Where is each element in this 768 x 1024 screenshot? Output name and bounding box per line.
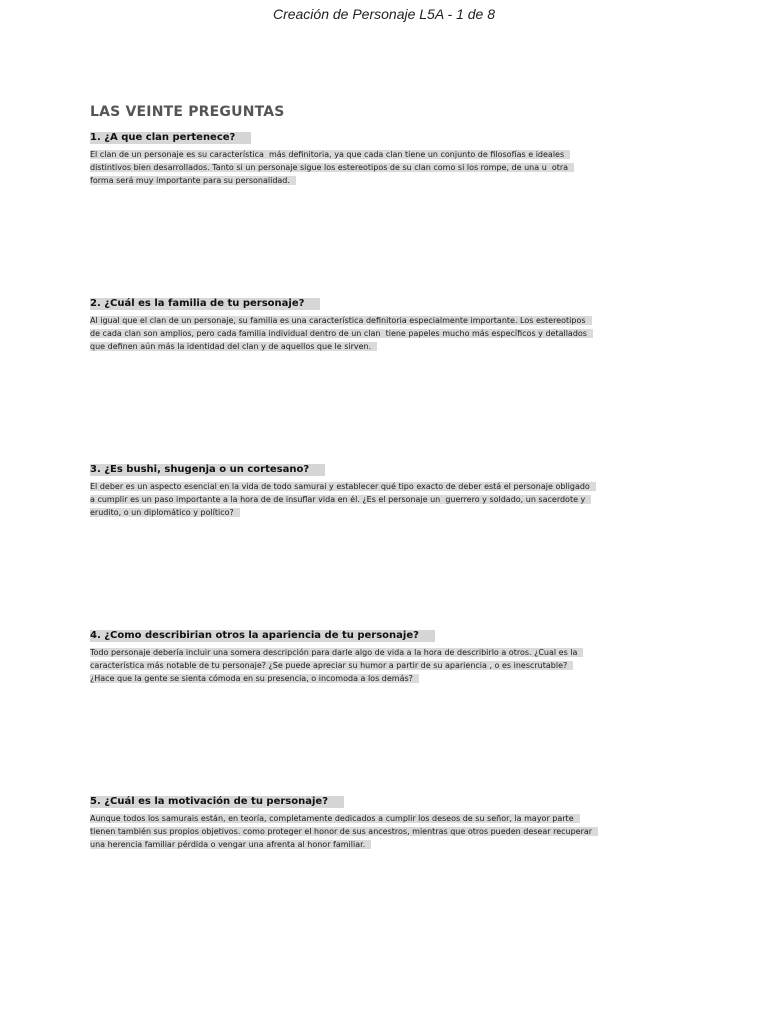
question-title: 4. ¿Como describirian otros la apariencia de tu personaje? [90, 630, 435, 642]
question-text-line: ¿Hace que la gente se sienta cómoda en su presencia, o incomoda a los demás? [90, 674, 419, 683]
question-text-line: forma será muy importante para su personalidad. [90, 176, 296, 185]
question-text-line: distintivos bien desarrollados. Tanto si un personaje sigue los estereotipos de su clan como si los rompe, de una u otra [90, 163, 574, 172]
question-body [90, 311, 593, 350]
question-title: 5. ¿Cuál es la motivación de tu personaje? [90, 796, 344, 808]
question-body [90, 477, 596, 516]
question-text-line: una herencia familiar pérdida o vengar una afrenta al honor familiar. [90, 840, 371, 849]
question-title: 2. ¿Cuál es la familia de tu personaje? [90, 298, 320, 310]
document-title: LAS VEINTE PREGUNTAS [90, 104, 285, 120]
question-text-line: Al igual que el clan de un personaje, su familia es una característica definitoria especialmente importante. Los estereotipos [90, 316, 592, 325]
page-header: Creación de Personaje L5A - 1 de 8 [272, 6, 496, 22]
question-text-line: de cada clan son amplios, pero cada familia individual dentro de un clan tiene papeles mucho más específicos y detallados [90, 329, 593, 338]
question-text-line: El deber es un aspecto esencial en la vida de todo samurai y establecer qué tipo exacto de deber está el personaje obligado [90, 482, 596, 491]
question-text-line: erudito, o un diplomático y político? [90, 508, 240, 517]
question-text-line: Todo personaje debería incluir una somera descripción para darle algo de vida a la hora de describirlo a otros. ¿Cual es la [90, 648, 583, 657]
question-text-line: a cumplir es un paso importante a la hora de de insuflar vida en él. ¿Es el personaje un guerrero y soldado, un sacerdote y [90, 495, 591, 504]
question-4 [90, 623, 583, 682]
question-title: 3. ¿Es bushi, shugenja o un cortesano? [90, 464, 325, 476]
question-1 [90, 125, 574, 184]
question-text-line: que definen aún más la identidad del clan y de aquellos que le sirven. [90, 342, 377, 351]
question-text-line: tienen también sus propios objetivos. como proteger el honor de sus ancestros, mientras que otros pueden desear recuperar [90, 827, 598, 836]
question-5 [90, 789, 598, 848]
question-text-line: característica más notable de tu personaje? ¿Se puede apreciar su humor a partir de su apariencia , o es inescrutable? [90, 661, 573, 670]
question-2 [90, 291, 593, 350]
question-text-line: Aunque todos los samurais están, en teoría, completamente dedicados a cumplir los deseos de su señor, la mayor parte [90, 814, 580, 823]
question-body [90, 809, 598, 848]
question-text-line: El clan de un personaje es su característica más definitoria, ya que cada clan tiene un conjunto de filosofías e ideales [90, 150, 570, 159]
question-body [90, 643, 583, 682]
question-title: 1. ¿A que clan pertenece? [90, 132, 251, 144]
question-3 [90, 457, 596, 516]
question-body [90, 145, 574, 184]
